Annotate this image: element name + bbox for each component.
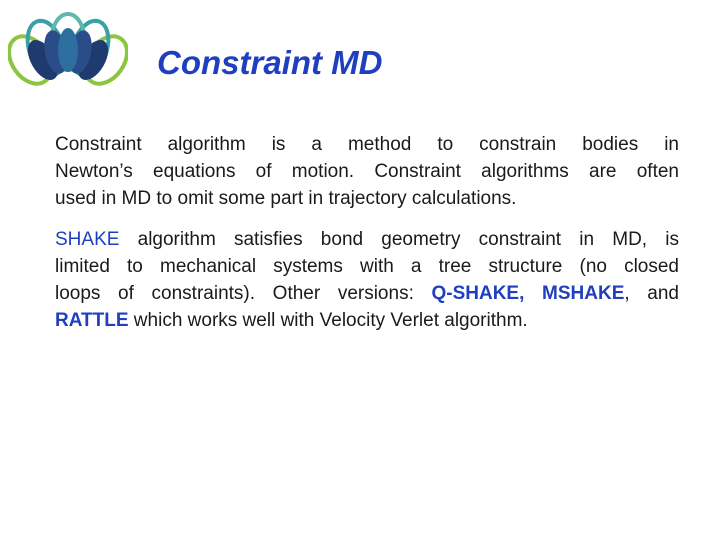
text-line: Newton’s equations of motion. Constraint algorithms are often	[55, 161, 679, 182]
text-line	[55, 280, 679, 307]
text-line	[55, 226, 679, 253]
q-shake-term: Q-SHAKE,	[431, 283, 525, 304]
lotus-logo-icon	[8, 8, 128, 94]
slide-title: Constraint MD	[157, 44, 383, 81]
text-fragment: which works well with Velocity Verlet algorithm.	[128, 310, 528, 331]
paragraph-shake-algorithm	[55, 226, 679, 334]
text-fragment: loops of constraints). Other versions:	[55, 283, 432, 304]
text-line: limited to mechanical systems with a tree structure (no closed	[55, 256, 679, 277]
text-separator	[524, 283, 542, 304]
mshake-term: MSHAKE	[542, 283, 625, 304]
slide-body	[55, 131, 679, 348]
paragraph-constraint-definition	[55, 131, 679, 212]
text-fragment: , and	[624, 283, 679, 304]
shake-term: SHAKE	[55, 229, 120, 250]
rattle-term: RATTLE	[55, 310, 129, 331]
text-line	[55, 307, 679, 334]
text-fragment: algorithm satisfies bond geometry constraint in MD, is	[119, 229, 679, 250]
text-line: Constraint algorithm is a method to constrain bodies in	[55, 134, 679, 155]
text-line: used in MD to omit some part in trajectory calculations.	[55, 188, 517, 209]
